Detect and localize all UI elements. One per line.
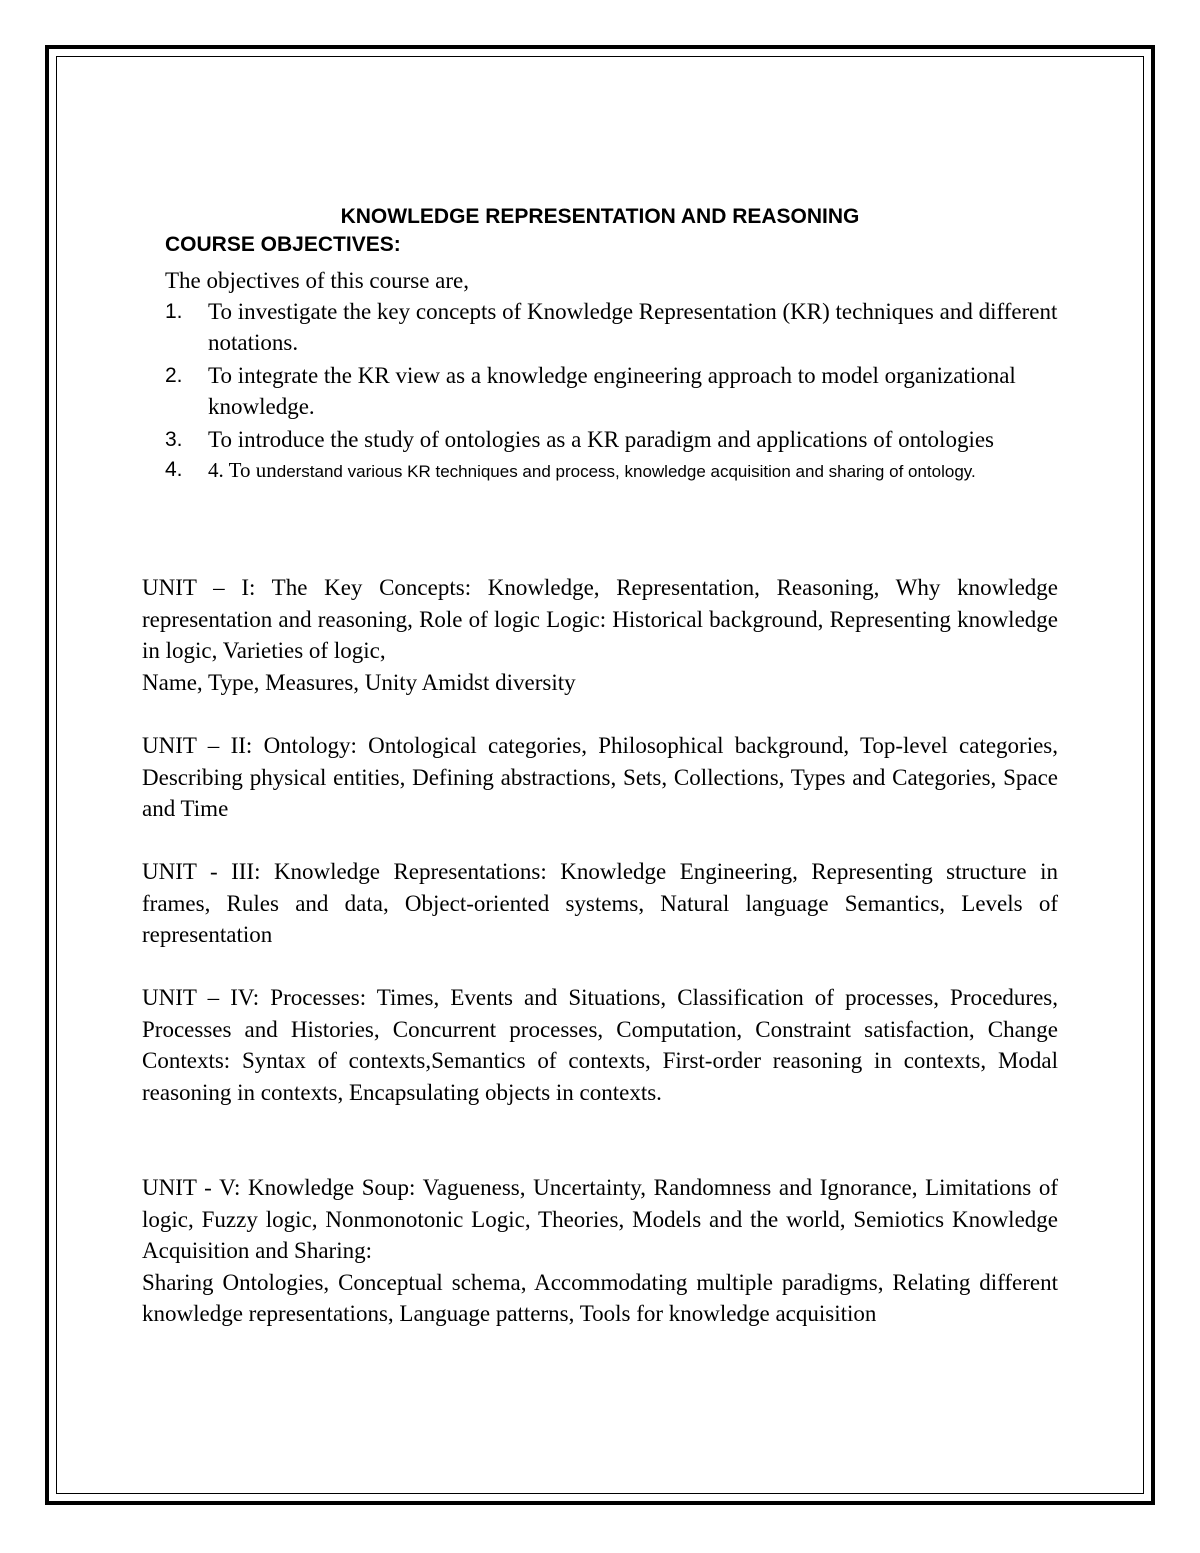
list-item (165, 360, 1065, 422)
unit-2 (142, 730, 1058, 825)
list-item (165, 296, 1065, 358)
list-item-text: To integrate the KR view as a knowledge engineering approach to model organizational knowledge. (208, 363, 1016, 419)
list-item (165, 424, 1065, 455)
list-item-text: derstand various KR techniques and process, knowledge acquisition and sharing of ontology. (276, 462, 976, 481)
unit-1-text: UNIT – I: The Key Concepts: Knowledge, Representation, Reasoning, Why knowledge representation and reasoning, Role of logic Logic: Historical background, Representing knowledge in logic, Varieties of logic, (142, 575, 1058, 663)
list-item-text: To investigate the key concepts of Knowledge Representation (KR) techniques and different notations. (208, 299, 1058, 355)
unit-5 (142, 1172, 1058, 1330)
list-number: 3. (165, 428, 183, 451)
unit-4 (142, 982, 1058, 1108)
list-number: 1. (165, 300, 183, 323)
unit-2-text: UNIT – II: Ontology: Ontological categories, Philosophical background, Top-level categories, Describing physical entities, Defining abstractions, Sets, Collections, Types and Categories, Space and Time (142, 733, 1058, 821)
unit-5-text-continued: Sharing Ontologies, Conceptual schema, Accommodating multiple paradigms, Relating different knowledge representations, Language patterns, Tools for knowledge acquisition (142, 1269, 1058, 1326)
objectives-intro: The objectives of this course are, (165, 268, 469, 293)
section-heading-course-objectives: COURSE OBJECTIVES: (165, 233, 401, 256)
unit-1 (142, 572, 1058, 698)
list-item-lead: 4. To un (208, 458, 277, 482)
list-number: 4. (165, 458, 183, 481)
unit-1-text-continued: Name, Type, Measures, Unity Amidst diversity (142, 669, 576, 695)
objectives-list (165, 296, 1065, 485)
list-number: 2. (165, 364, 183, 387)
unit-5-text: UNIT - V: Knowledge Soup: Vagueness, Uncertainty, Randomness and Ignorance, Limitations of logic, Fuzzy logic, Nonmonotonic Logic, Theories, Models and the world, Semiotics Knowledge Acquisition and Sharing: (142, 1175, 1058, 1263)
unit-3 (142, 856, 1058, 951)
list-item-text: To introduce the study of ontologies as a KR paradigm and applications of ontologies (208, 427, 994, 452)
list-item (165, 457, 1065, 485)
unit-4-text: UNIT – IV: Processes: Times, Events and Situations, Classification of processes, Procedures, Processes and Histories, Concurrent processes, Computation, Constraint satisfaction, Change Contexts: Syntax of contexts,Semantics of contexts, First-order reasoning in contexts, Modal reasoning in contexts, Encapsulating objects in contexts. (142, 985, 1058, 1105)
unit-3-text: UNIT - III: Knowledge Representations: Knowledge Engineering, Representing structure in frames, Rules and data, Object-oriented systems, Natural language Semantics, Levels of representation (142, 859, 1058, 947)
document-title: KNOWLEDGE REPRESENTATION AND REASONING (340, 205, 860, 228)
